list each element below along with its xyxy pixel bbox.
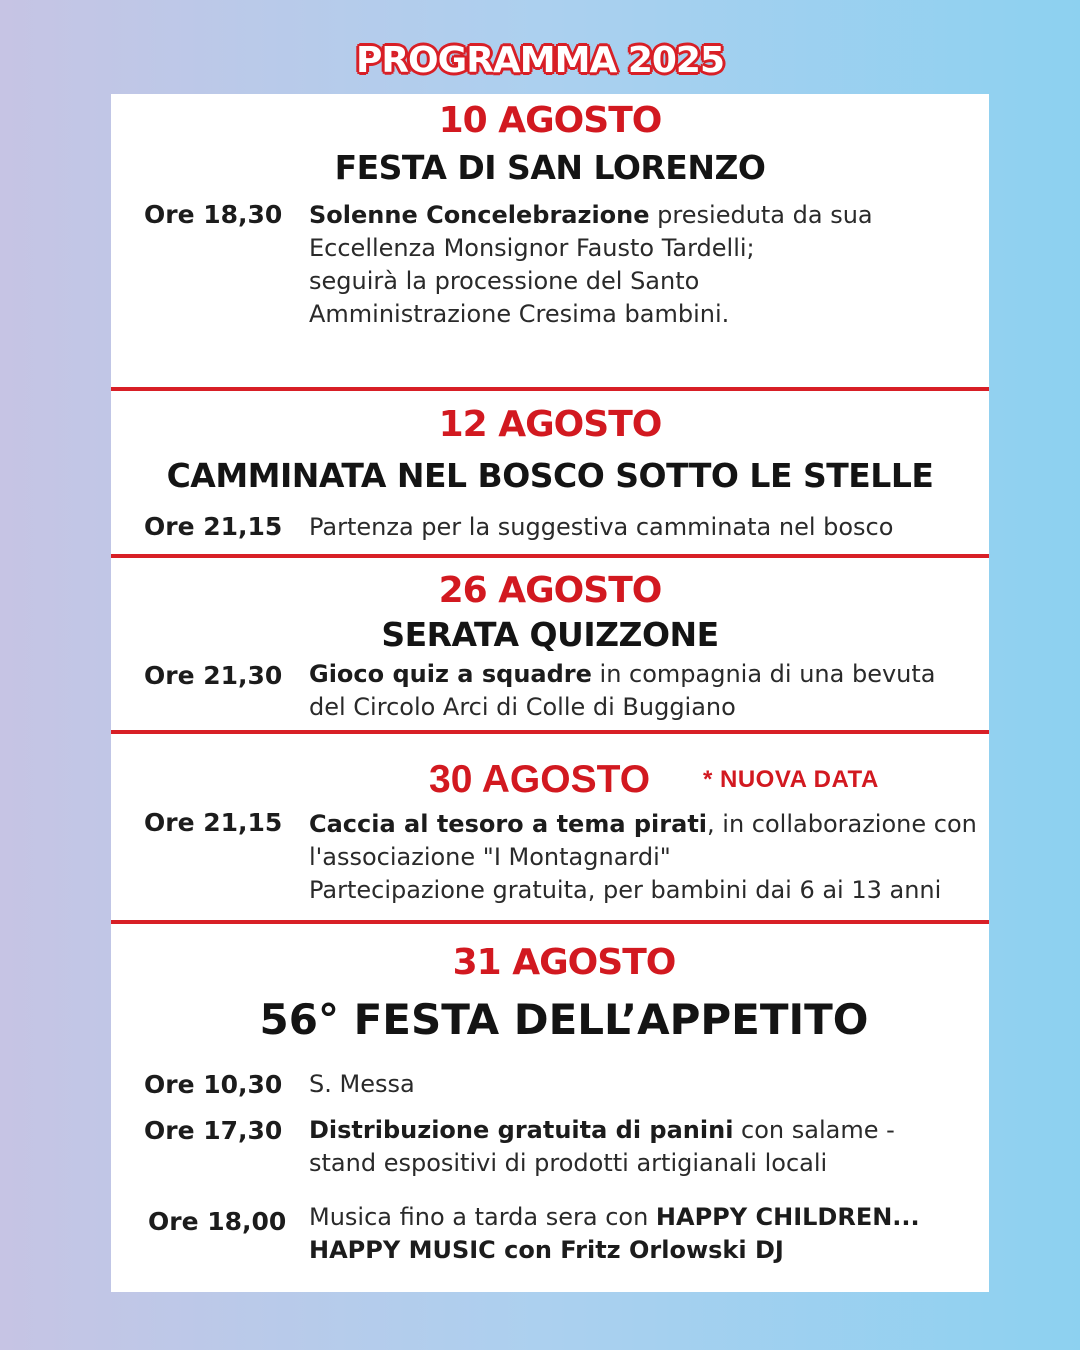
section-divider <box>111 387 989 391</box>
event-time: Ore 17,30 <box>144 1116 283 1145</box>
description-bold: Caccia al tesoro a tema pirati <box>309 810 708 838</box>
page-title: PROGRAMMA 2025 <box>355 40 725 81</box>
event-description <box>309 511 893 544</box>
event-time: Ore 18,30 <box>144 200 283 229</box>
description-line: Amministrazione Cresima bambini. <box>309 300 730 328</box>
description-text: presieduta da sua <box>649 201 873 229</box>
description-bold: Distribuzione gratuita di panini <box>309 1116 734 1144</box>
description-text: Musica fino a tarda sera con <box>309 1203 656 1231</box>
description-bold: Solenne Concelebrazione <box>309 201 650 229</box>
event-time: Ore 21,15 <box>144 512 283 541</box>
description-bold: HAPPY CHILDREN... <box>655 1203 920 1231</box>
description-bold-line: HAPPY MUSIC con Fritz Orlowski DJ <box>309 1236 784 1264</box>
description-text: Partenza per la suggestiva camminata nel bosco <box>309 513 894 541</box>
program-card <box>111 94 989 1292</box>
event-description <box>309 658 936 724</box>
section-divider <box>111 730 989 734</box>
event-title: CAMMINATA NEL BOSCO SOTTO LE STELLE <box>166 456 934 495</box>
event-time: Ore 21,15 <box>144 808 283 837</box>
description-bold: Gioco quiz a squadre <box>309 660 592 688</box>
event-title: SERATA QUIZZONE <box>381 615 719 654</box>
event-title: 56° FESTA DELL’APPETITO <box>259 995 869 1044</box>
event-date: 12 AGOSTO <box>438 404 662 445</box>
event-date: 30 AGOSTO <box>429 758 651 801</box>
description-line: Eccellenza Monsignor Fausto Tardelli; <box>309 234 755 262</box>
event-description <box>309 1068 415 1101</box>
description-line: stand espositivi di prodotti artigianali locali <box>309 1149 828 1177</box>
section-divider <box>111 554 989 558</box>
description-text: S. Messa <box>309 1070 415 1098</box>
event-description <box>309 1201 920 1267</box>
event-description <box>309 199 873 331</box>
event-date: 26 AGOSTO <box>438 570 662 611</box>
description-text: con salame - <box>733 1116 895 1144</box>
description-line: del Circolo Arci di Colle di Buggiano <box>309 693 736 721</box>
description-line: seguirà la processione del Santo <box>309 267 700 295</box>
description-text: in compagnia di una bevuta <box>591 660 936 688</box>
event-date: 31 AGOSTO <box>452 942 676 983</box>
section-divider <box>111 920 989 924</box>
event-description <box>309 808 977 907</box>
event-time: Ore 10,30 <box>144 1070 283 1099</box>
description-line: Partecipazione gratuita, per bambini dai 6 ai 13 anni <box>309 876 942 904</box>
event-date: 10 AGOSTO <box>438 100 662 141</box>
event-time: Ore 18,00 <box>148 1207 287 1236</box>
description-text: , in collaborazione con <box>707 810 977 838</box>
event-time: Ore 21,30 <box>144 661 283 690</box>
event-description <box>309 1114 895 1180</box>
event-title: FESTA DI SAN LORENZO <box>334 148 766 187</box>
new-date-note: * NUOVA DATA <box>703 766 879 793</box>
description-line: l'associazione "I Montagnardi" <box>309 843 671 871</box>
